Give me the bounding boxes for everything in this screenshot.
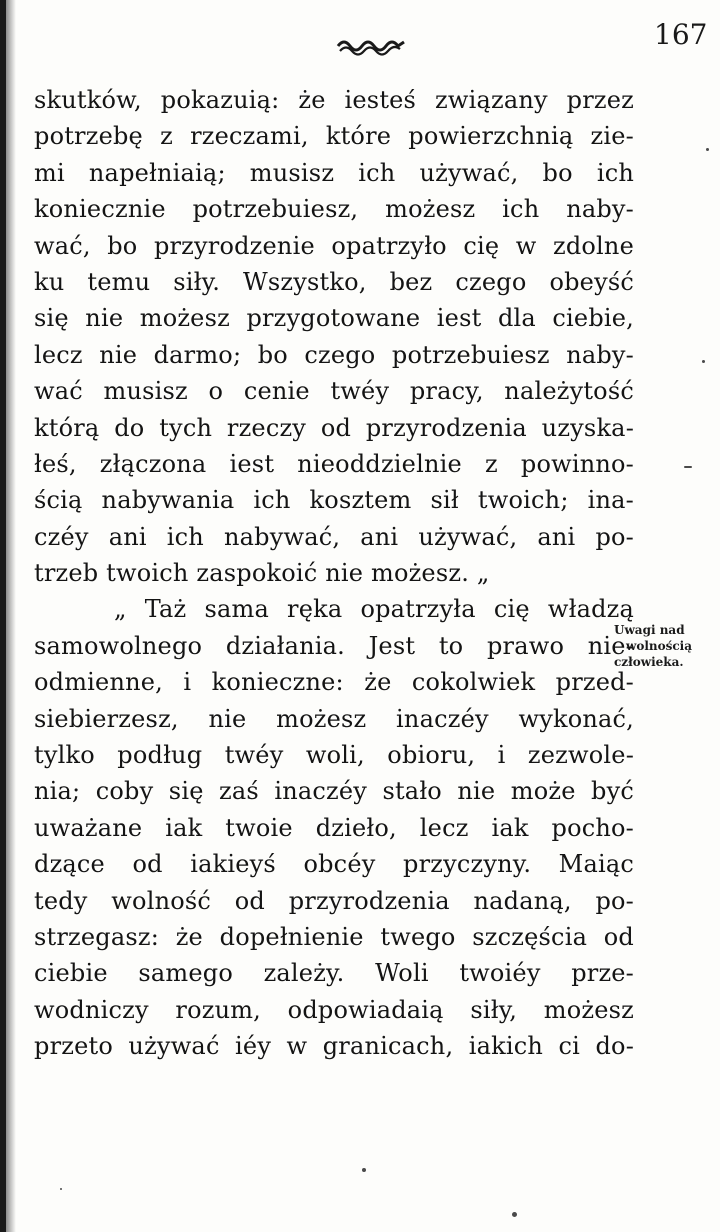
text-line: łeś, złączona iest nieoddzielnie z powinno- (34, 449, 634, 478)
text-line: wodniczy rozum, odpowiadaią siły, możesz (34, 995, 634, 1024)
text-line: ku temu siły. Wszystko, bez czego obeyść (34, 267, 634, 296)
text-line: tedy wolność od przyrodzenia nadaną, po- (34, 886, 634, 915)
text-line: tylko podług twéy woli, obioru, i zezwole- (34, 741, 634, 770)
text-line: wać musisz o cenie twéy pracy, należytość (34, 377, 634, 406)
text-line: przeto używać iéy w granicach, iakich ci do- (34, 1032, 634, 1061)
text-line: się nie możesz przygotowane iest dla ciebie, (34, 304, 634, 333)
text-line: ścią nabywania ich kosztem sił twoich; ina- (34, 486, 634, 515)
text-line: siebierzesz, nie możesz inaczéy wykonać, (34, 704, 634, 733)
text-line: dzące od iakieyś obcéy przyczyny. Maiąc (34, 850, 634, 879)
marginal-note (614, 622, 718, 670)
binding-shadow (6, 0, 16, 1232)
text-line: mi napełniaią; musisz ich używać, bo ich (34, 158, 634, 187)
marginal-note-line: Uwagi nad (614, 623, 685, 637)
text-line: odmienne, i konieczne: że cokolwiek przed- (34, 668, 634, 697)
text-line: potrzebę z rzeczami, które powierzchnią zie- (34, 122, 634, 151)
text-line: wać, bo przyrodzenie opatrzyło cię w zdolne (34, 231, 634, 260)
page-number: 167 (654, 18, 708, 51)
text-line: którą do tych rzeczy od przyrodzenia uzyska- (34, 413, 634, 442)
text-line: skutków, pokazuią: że iesteś związany przez (34, 86, 634, 114)
paper-speck (512, 1212, 517, 1217)
text-line: nia; coby się zaś inaczéy stało nie może być (34, 777, 634, 806)
paper-speck (60, 1188, 62, 1190)
paper-speck (702, 360, 705, 363)
header-ornament (336, 34, 406, 56)
text-line: uważane iak twoie dzieło, lecz iak pocho- (34, 813, 634, 842)
paper-speck (362, 1168, 366, 1172)
text-line: czéy ani ich nabywać, ani używać, ani po- (34, 522, 634, 551)
paper-speck (706, 148, 709, 151)
main-text-block (34, 82, 634, 1065)
text-line: trzeb twoich zaspokoić nie możesz. „ (34, 559, 490, 588)
marginal-note-line: wolnością (626, 639, 693, 653)
text-line: samowolnego działania. Jest to prawo nie- (34, 631, 634, 660)
text-line: koniecznie potrzebuiesz, możesz ich naby- (34, 195, 634, 224)
text-line: lecz nie darmo; bo czego potrzebuiesz naby- (34, 340, 634, 369)
text-line: ciebie samego zależy. Woli twoiéy prze- (34, 959, 634, 988)
marginal-note-line: człowieka. (614, 655, 684, 669)
paper-speck (684, 466, 692, 468)
paragraph-first-line: „ Taż sama ręka opatrzyła cię władzą (114, 595, 634, 624)
text-line: strzegasz: że dopełnienie twego szczęścia od (34, 922, 634, 951)
